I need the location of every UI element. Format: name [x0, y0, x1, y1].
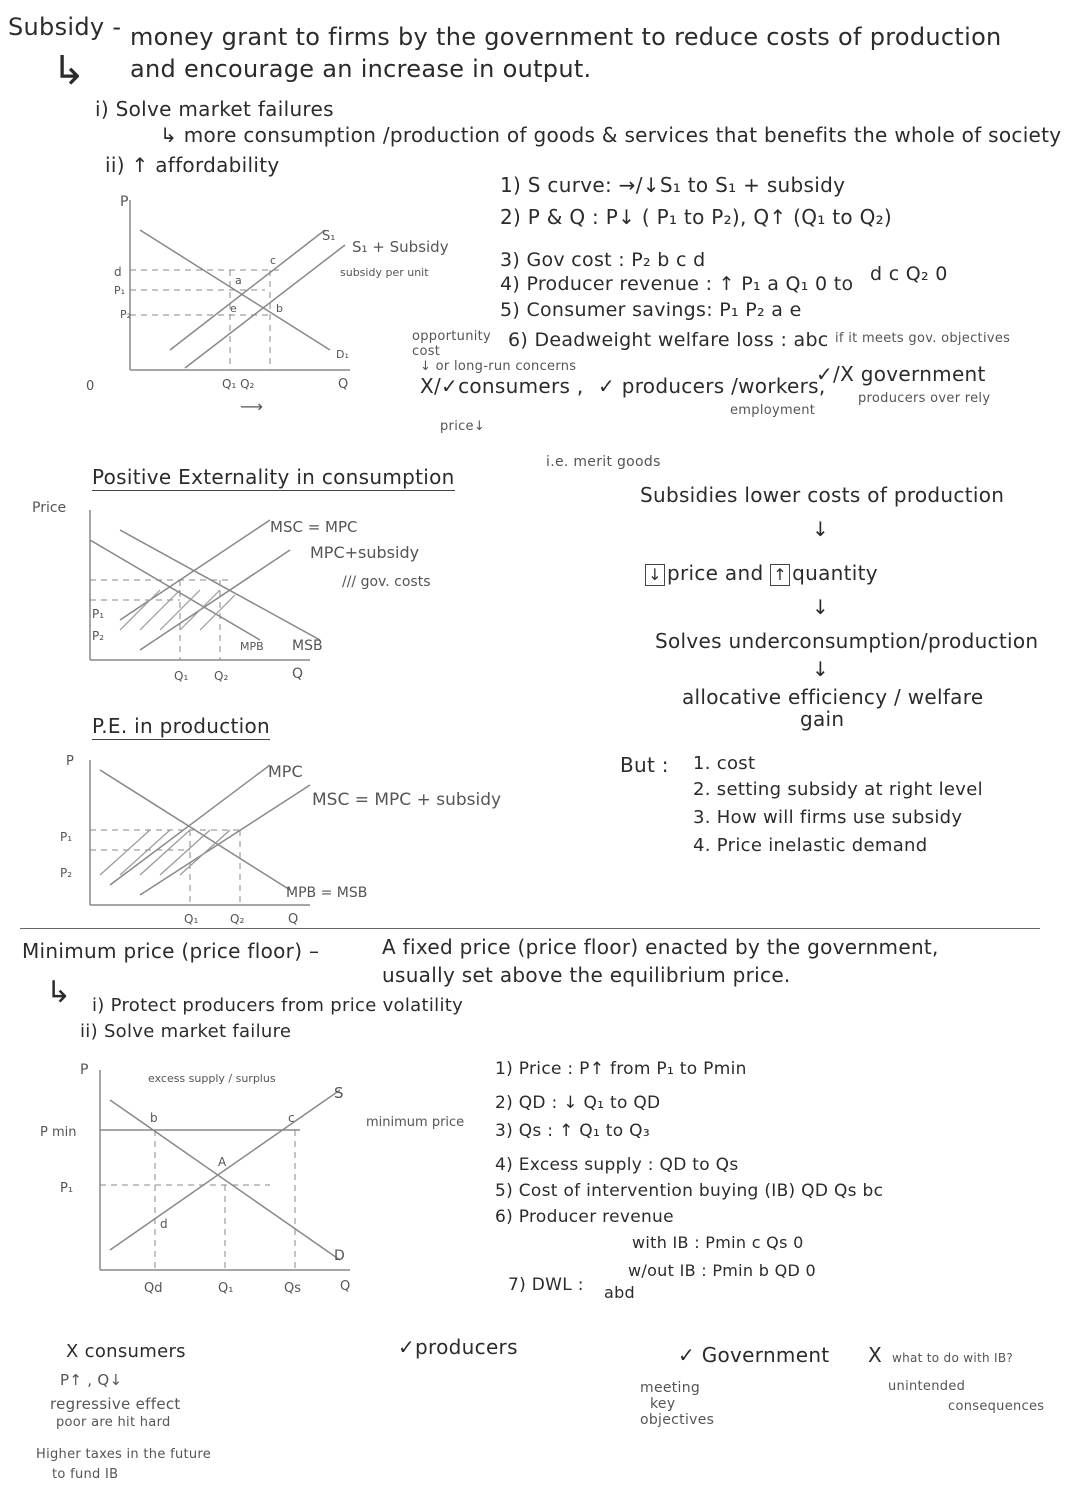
consumers-note-1: P↑ , Q↓ — [60, 1371, 123, 1389]
producers-verdict: ✓producers — [398, 1335, 518, 1359]
price-down-note: price↓ — [440, 419, 486, 434]
qs-label: Qs — [284, 1281, 302, 1296]
government-verdict: ✓ Government — [678, 1343, 830, 1367]
government-note: what to do with IB? — [892, 1351, 1014, 1365]
subsidy-effect-1: 1) S curve: →/↓S₁ to S₁ + subsidy — [500, 173, 846, 197]
subsidy-definition: money grant to firms by the government to reduce costs of production — [130, 23, 1002, 51]
down-arrow-icon: ↓ — [812, 657, 830, 681]
d-label: d — [114, 265, 122, 279]
flow-line-4: allocative efficiency / welfare — [682, 685, 984, 709]
subsidy-reason-2: ii) ↑ affordability — [105, 153, 280, 177]
pe-production-title-text: P.E. in production — [92, 714, 271, 738]
minprice-effect-7-value: abd — [604, 1283, 636, 1302]
pe-consumption-title-text: Positive Externality in consumption — [92, 465, 455, 489]
unintended-note: unintended — [888, 1379, 966, 1394]
government-x: X — [868, 1343, 883, 1367]
p-axis-label: P — [66, 754, 74, 769]
verdict-government: ✓/X government — [816, 362, 986, 386]
q2-label: Q₂ — [230, 912, 245, 926]
q1-q2-label: Q₁ Q₂ — [222, 377, 255, 391]
q1-label: Q₁ — [174, 669, 189, 683]
mpb-label: MPB — [240, 640, 264, 653]
price-down-box: ↓ — [645, 564, 665, 586]
origin-label: 0 — [86, 379, 95, 394]
subsidy-effect-2: 2) P & Q : P↓ ( P₁ to P₂), Q↑ (Q₁ to Q₂) — [500, 205, 893, 229]
minprice-effect-5: 5) Cost of intervention buying (IB) QD Qs bc — [495, 1181, 884, 1201]
q-label: Q — [292, 666, 304, 682]
but-item-3: 3. How will firms use subsidy — [693, 807, 963, 828]
d-label: D — [334, 1248, 345, 1264]
subsidy-effect-4: 4) Producer revenue : ↑ P₁ a Q₁ 0 to — [500, 273, 854, 295]
minprice-definition-cont: usually set above the equilibrium price. — [382, 963, 791, 987]
subsidy-effect-3: 3) Gov cost : P₂ b c d — [500, 249, 706, 271]
pe-consumption-graph — [30, 490, 460, 700]
pe-production-title — [92, 715, 270, 738]
q2-label: Q₂ — [214, 669, 229, 683]
minprice-effect-1: 1) Price : P↑ from P₁ to Pmin — [495, 1059, 747, 1079]
shift-arrow-icon: ⟶ — [240, 397, 263, 416]
qd-label: Qd — [144, 1281, 163, 1296]
minprice-reason-1: i) Protect producers from price volatility — [92, 995, 464, 1016]
d1-label: D₁ — [336, 348, 349, 361]
b-label: b — [276, 302, 283, 315]
overrely-note: producers over rely — [858, 391, 991, 406]
s-label: S — [334, 1084, 344, 1102]
minprice-effect-6-without: w/out IB : Pmin b QD 0 — [628, 1261, 816, 1280]
section-divider — [20, 928, 1040, 929]
minprice-effect-6-with: with IB : Pmin c Qs 0 — [632, 1233, 804, 1252]
msb-label: MSB — [292, 638, 323, 654]
verdict-producers: ✓ producers /workers, — [598, 374, 826, 398]
verdict-consumers: X/✓consumers , — [420, 374, 584, 398]
s1-subsidy-label: S₁ + Subsidy — [352, 238, 449, 256]
employment-note: employment — [730, 403, 816, 418]
c-label: c — [288, 1111, 295, 1125]
minprice-effect-6: 6) Producer revenue — [495, 1207, 674, 1227]
minprice-heading: Minimum price (price floor) – — [22, 939, 320, 963]
d-point-label: d — [160, 1217, 168, 1231]
minprice-effect-2: 2) QD : ↓ Q₁ to QD — [495, 1093, 661, 1113]
p2-label: P₂ — [120, 308, 132, 321]
but-item-4: 4. Price inelastic demand — [693, 835, 928, 856]
flow-line-2 — [645, 562, 878, 586]
p1-label: P₁ — [114, 284, 126, 297]
p2-label: P₂ — [60, 866, 73, 880]
minprice-reason-2: ii) Solve market failure — [80, 1021, 292, 1042]
meets-objectives-note: if it meets gov. objectives — [835, 331, 1011, 346]
flow-line-1: Subsidies lower costs of production — [640, 483, 1005, 507]
s1-label: S₁ — [322, 229, 336, 244]
objectives-note: objectives — [640, 1412, 715, 1428]
e-label: e — [230, 302, 237, 315]
quantity-text: quantity — [792, 561, 878, 585]
a-label: A — [218, 1155, 227, 1169]
q-label: Q — [288, 912, 299, 927]
subsidy-effect-4-cont: d c Q₂ 0 — [870, 263, 948, 285]
flow-line-3: Solves underconsumption/production — [655, 629, 1039, 653]
consequences-note: consequences — [948, 1399, 1045, 1414]
consumers-note-3: poor are hit hard — [56, 1415, 171, 1430]
price-and-text: price and — [667, 561, 764, 585]
gov-costs-label: /// gov. costs — [342, 574, 431, 590]
minprice-effect-4: 4) Excess supply : QD to Qs — [495, 1155, 739, 1175]
minprice-definition: A fixed price (price floor) enacted by the government, — [382, 935, 939, 959]
key-note: key — [650, 1396, 676, 1412]
but-label: But : — [620, 753, 669, 777]
pmin-label: P min — [40, 1125, 77, 1140]
minprice-effect-3: 3) Qs : ↑ Q₁ to Q₃ — [495, 1121, 650, 1141]
subsidy-reason-1: i) Solve market failures — [95, 97, 334, 121]
down-arrow-icon: ↓ — [812, 595, 830, 619]
consumers-verdict: X consumers — [66, 1341, 186, 1362]
mpb-msb-label: MPB = MSB — [286, 885, 368, 901]
pe-consumption-title — [92, 466, 455, 489]
flow-line-5: gain — [800, 707, 845, 731]
excess-supply-label: excess supply / surplus — [148, 1072, 276, 1085]
long-run-note: ↓ or long-run concerns — [420, 359, 577, 374]
p-axis-label: P — [120, 194, 129, 210]
mpc-subsidy-label: MPC+subsidy — [310, 543, 420, 562]
minprice-effect-7: 7) DWL : — [508, 1275, 584, 1295]
q-axis-label: Q — [338, 377, 349, 392]
arrow-icon: ↳ — [52, 48, 86, 94]
meeting-note: meeting — [640, 1380, 701, 1396]
arrow-icon: ↳ — [46, 975, 72, 1010]
q-label: Q — [340, 1279, 351, 1294]
p1-label: P₁ — [92, 607, 105, 621]
minimum-price-label: minimum price — [366, 1115, 465, 1130]
b-label: b — [150, 1111, 158, 1125]
arrow-icon: ↳ — [160, 123, 184, 147]
subsidy-per-unit-label: subsidy per unit — [340, 266, 429, 279]
q1-label: Q₁ — [184, 912, 199, 926]
a-label: a — [235, 274, 242, 287]
p1-label: P₁ — [60, 830, 73, 844]
consumers-note-2: regressive effect — [50, 1395, 181, 1413]
p-axis-label: P — [80, 1062, 89, 1078]
subsidy-heading: Subsidy - — [8, 13, 122, 41]
price-label: Price — [32, 500, 67, 516]
c-label: c — [270, 254, 277, 267]
minprice-graph — [40, 1060, 480, 1310]
but-item-1: 1. cost — [693, 753, 756, 774]
p1-label: P₁ — [60, 1181, 74, 1196]
consumers-note-4: Higher taxes in the future — [36, 1447, 212, 1462]
msc-mpc-label: MSC = MPC — [270, 518, 358, 536]
merit-goods-note: i.e. merit goods — [546, 454, 661, 470]
subsidy-effect-5: 5) Consumer savings: P₁ P₂ a e — [500, 299, 802, 321]
q1-label: Q₁ — [218, 1281, 234, 1296]
msc-label: MSC = MPC + subsidy — [312, 790, 502, 810]
pe-production-graph — [40, 745, 560, 925]
subsidy-reason-1-sub — [160, 124, 1061, 147]
mpc-label: MPC — [268, 762, 303, 781]
subsidy-definition-cont: and encourage an increase in output. — [130, 55, 592, 83]
subsidy-graph — [86, 190, 470, 420]
down-arrow-icon: ↓ — [812, 517, 830, 541]
reason-sub-text: more consumption /production of goods & services that benefits the whole of society — [183, 123, 1062, 147]
p2-label: P₂ — [92, 629, 105, 643]
but-item-2: 2. setting subsidy at right level — [693, 779, 983, 800]
opportunity-cost-note: opportunity cost — [412, 329, 492, 359]
subsidy-effect-6: 6) Deadweight welfare loss : abc — [508, 329, 829, 351]
quantity-up-box: ↑ — [770, 564, 790, 586]
consumers-note-5: to fund IB — [52, 1467, 119, 1482]
